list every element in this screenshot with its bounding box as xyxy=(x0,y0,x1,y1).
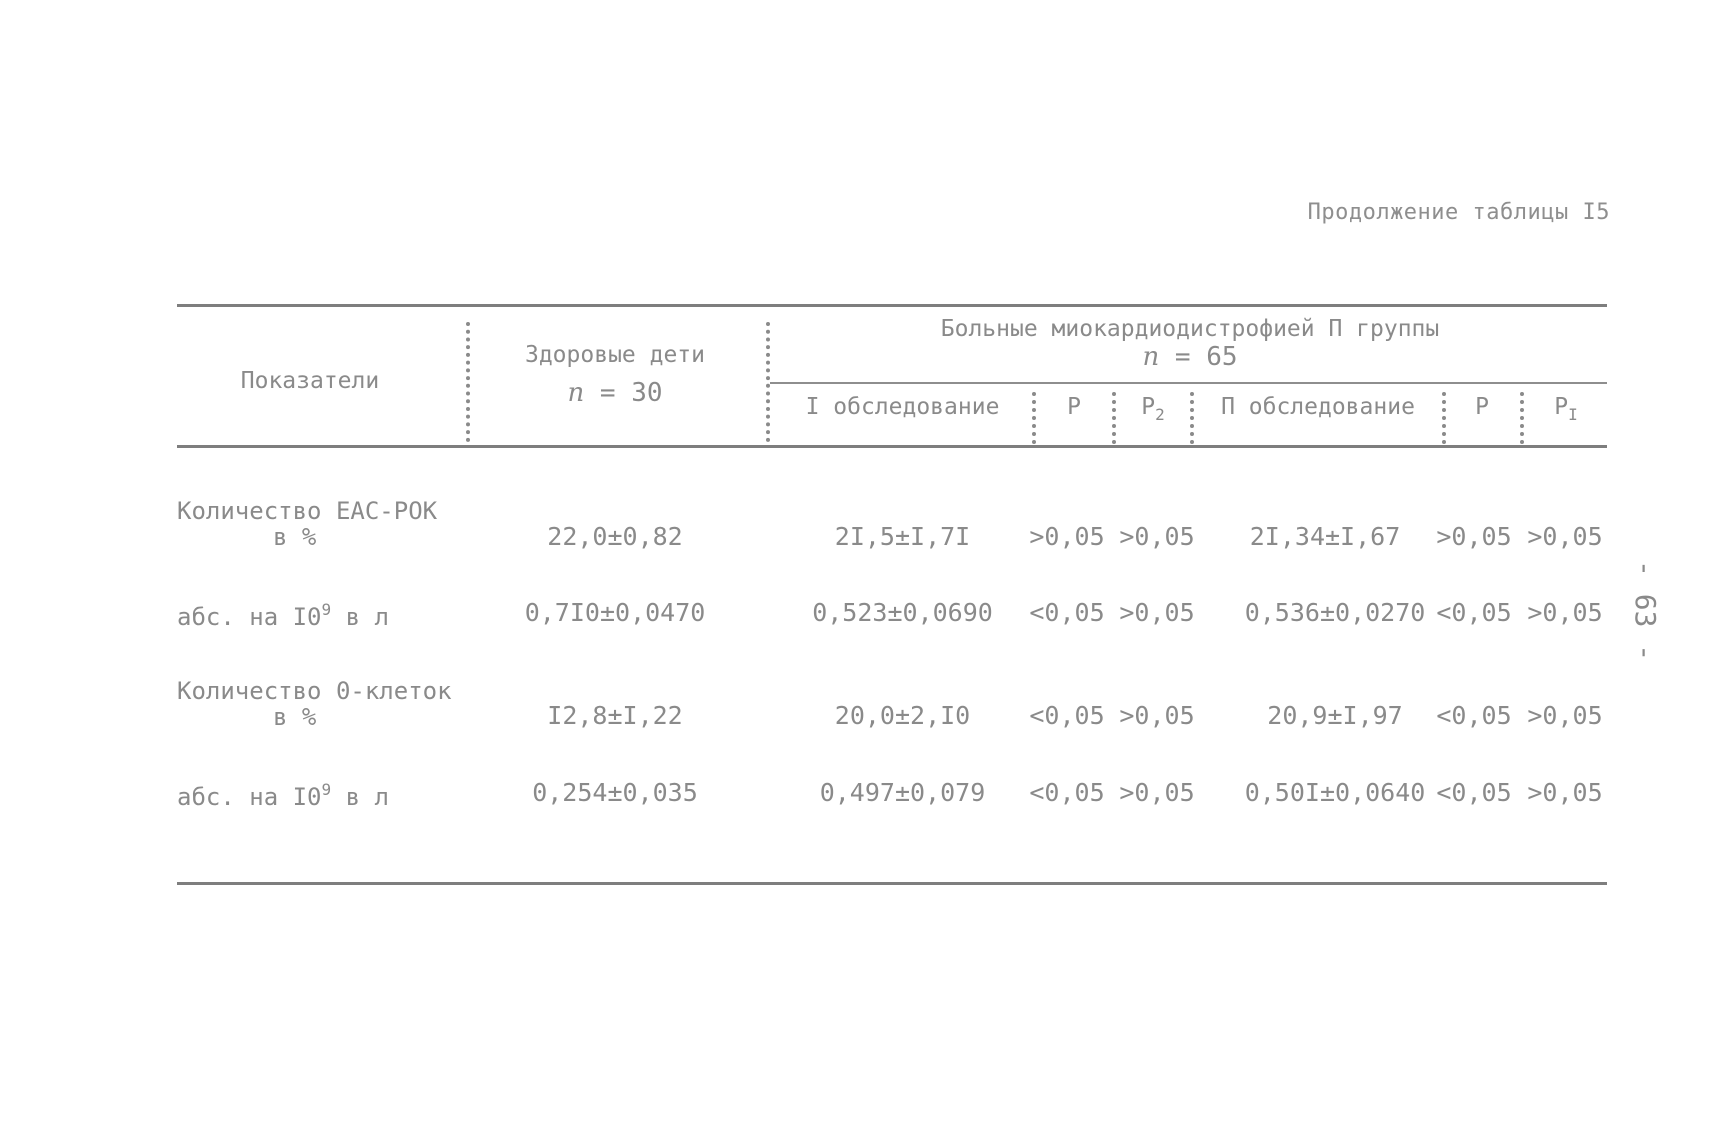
cell-p1: >0,05 xyxy=(1527,701,1603,730)
cell-exam1: 0,497±0,079 xyxy=(819,778,986,807)
header-exam2: П обследование xyxy=(1221,394,1415,420)
separator-healthy xyxy=(766,322,770,442)
separator-p-b xyxy=(1520,392,1524,444)
header-exam1: I обследование xyxy=(805,394,1000,420)
cell-p1: >0,05 xyxy=(1527,522,1603,551)
cell-p-b: <0,05 xyxy=(1436,598,1512,627)
cell-p: <0,05 xyxy=(1029,701,1105,730)
row-label: Количество 0-клеток в % xyxy=(177,677,452,731)
cell-p: <0,05 xyxy=(1029,598,1105,627)
n-symbol: n xyxy=(1142,342,1160,372)
header-healthy-n xyxy=(480,378,750,408)
table-caption: Продолжение таблицы I5 xyxy=(1307,200,1610,225)
top-rule xyxy=(177,304,1607,307)
cell-p: <0,05 xyxy=(1029,778,1105,807)
cell-healthy: I2,8±I,22 xyxy=(547,701,683,730)
cell-p2: >0,05 xyxy=(1119,522,1195,551)
cell-healthy: 0,7I0±0,0470 xyxy=(524,598,706,627)
cell-p-b: >0,05 xyxy=(1436,522,1512,551)
cell-p1: >0,05 xyxy=(1527,598,1603,627)
header-healthy-title: Здоровые дети xyxy=(524,342,705,368)
separator-p xyxy=(1112,392,1116,444)
header-indicator: Показатели xyxy=(240,368,380,394)
cell-p2: >0,05 xyxy=(1119,701,1195,730)
cell-exam2: 0,50I±0,0640 xyxy=(1244,778,1426,807)
n-value: = 30 xyxy=(599,378,663,408)
cell-exam2: 20,9±I,97 xyxy=(1267,701,1403,730)
cell-exam1: 0,523±0,0690 xyxy=(812,598,993,627)
header-subrule xyxy=(770,382,1607,384)
row-label: абс. на $I0^9$ в л xyxy=(177,600,389,631)
row-label: Количество EAC-РОК в % xyxy=(177,497,438,551)
separator-exam1 xyxy=(1032,392,1036,444)
separator-p2 xyxy=(1190,392,1194,444)
separator-exam2 xyxy=(1442,392,1446,444)
cell-p: >0,05 xyxy=(1029,522,1105,551)
cell-p-b: <0,05 xyxy=(1436,778,1512,807)
cell-p2: >0,05 xyxy=(1119,598,1195,627)
page-number: - 63 - xyxy=(1629,560,1662,662)
header-p2: $P_2$ xyxy=(1141,394,1165,424)
header-p: P xyxy=(1067,394,1081,420)
row-label: абс. на $I0^9$ в л xyxy=(177,780,389,811)
cell-exam1: 20,0±2,I0 xyxy=(834,701,971,730)
bottom-rule xyxy=(177,882,1607,885)
header-sick-title: Больные миокардиодистрофией П группы xyxy=(940,316,1440,342)
separator-indicator xyxy=(466,322,470,442)
cell-healthy: 22,0±0,82 xyxy=(547,522,683,551)
n-value: = 65 xyxy=(1174,342,1238,372)
cell-exam2: 0,536±0,0270 xyxy=(1244,598,1426,627)
n-symbol: n xyxy=(567,378,585,408)
header-p-b: P xyxy=(1475,394,1489,420)
cell-exam1: 2I,5±I,7I xyxy=(834,522,971,551)
cell-healthy: 0,254±0,035 xyxy=(532,778,698,807)
cell-p1: >0,05 xyxy=(1527,778,1603,807)
cell-exam2: 2I,34±I,67 xyxy=(1249,522,1401,551)
header-bottom-rule xyxy=(177,445,1607,448)
header-sick-n xyxy=(780,342,1600,372)
cell-p2: >0,05 xyxy=(1119,778,1195,807)
cell-p-b: <0,05 xyxy=(1436,701,1512,730)
header-p1: $P_I$ xyxy=(1554,394,1578,424)
